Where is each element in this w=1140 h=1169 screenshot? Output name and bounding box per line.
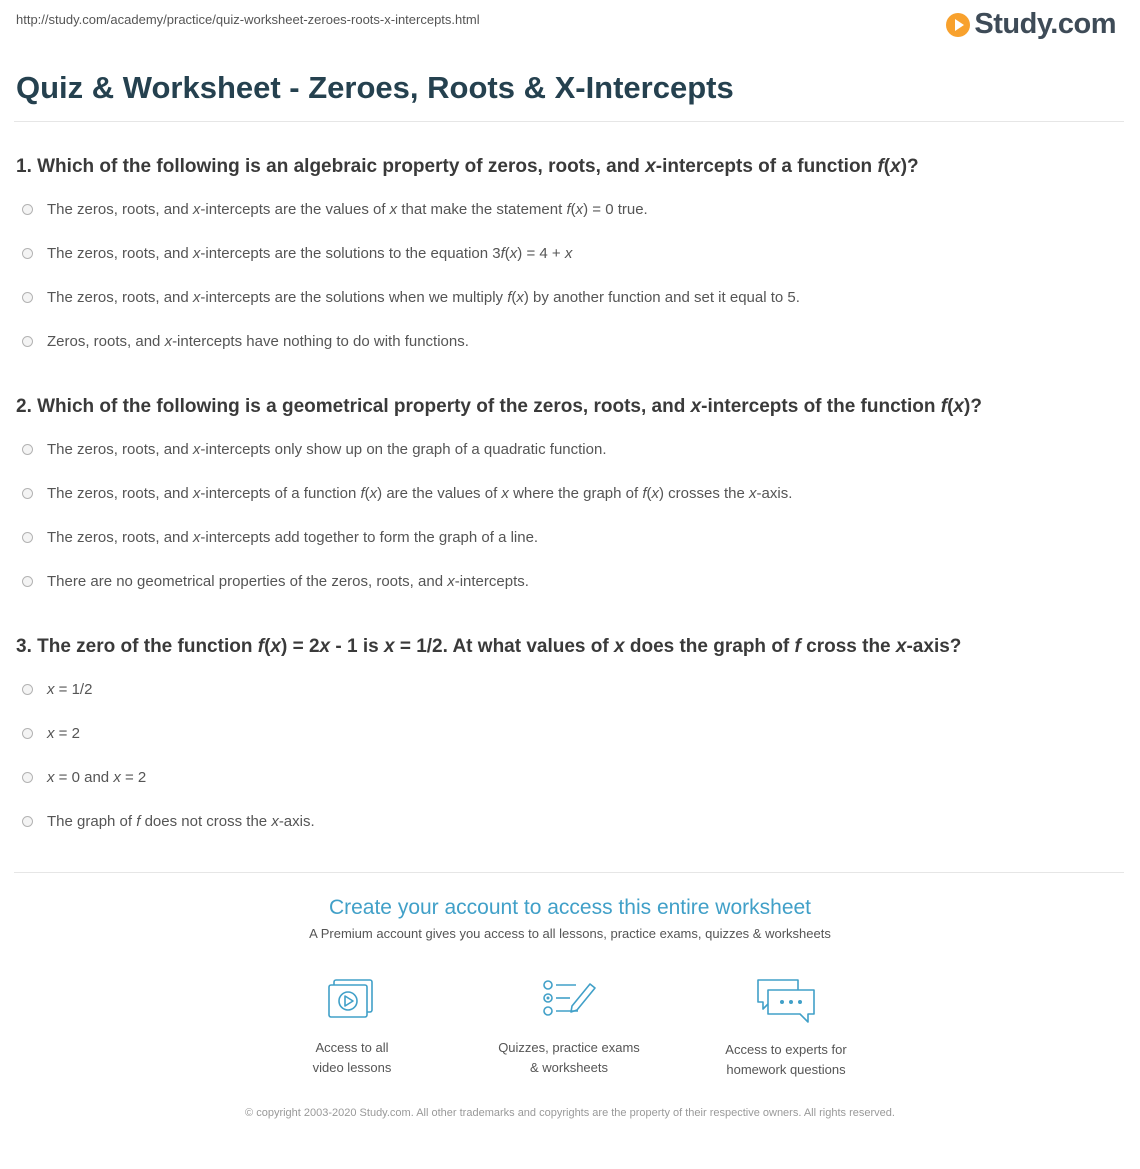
q3-option-1[interactable] [22,681,92,698]
q2-option-1[interactable] [22,441,607,458]
play-circle-icon [946,13,970,37]
q1-option-2[interactable] [22,245,572,262]
q1-option-4[interactable] [22,333,469,350]
option-text: The zeros, roots, and x-intercepts are the solutions to the equation 3f(x) = 4 + x [47,245,573,262]
option-text: The zeros, roots, and x-intercepts only show up on the graph of a quadratic function. [47,441,607,458]
page-url: http://study.com/academy/practice/quiz-worksheet-zeroes-roots-x-intercepts.html [16,12,480,27]
option-text: The zeros, roots, and x-intercepts of a function f(x) are the values of x where the graph of f(x) crosses the x-axis. [47,485,793,502]
radio-button[interactable] [22,204,33,215]
option-text: The zeros, roots, and x-intercepts are the values of x that make the statement f(x) = 0 true. [47,201,648,218]
study-logo[interactable] [946,8,1116,41]
radio-button[interactable] [22,772,33,783]
feature-video-lessons [252,976,452,1078]
feature-experts [686,976,886,1080]
question-3: 3. The zero of the function f(x) = 2x - 1 is x = 1/2. At what values of x does the graph of f cross the x-axis? [16,636,962,657]
feature-label: Access to experts for homework questions [725,1042,847,1077]
question-1: 1. Which of the following is an algebraic property of zeros, roots, and x-intercepts of a function f(x)? [16,156,919,177]
option-text: x = 2 [47,725,80,742]
option-text: x = 1/2 [47,681,93,698]
option-text: x = 0 and x = 2 [47,769,147,786]
radio-button[interactable] [22,816,33,827]
video-lessons-icon [325,976,379,1024]
q1-option-1[interactable] [22,201,648,218]
divider [14,121,1124,122]
radio-button[interactable] [22,336,33,347]
q2-option-3[interactable] [22,529,538,546]
divider [14,872,1124,873]
q3-option-4[interactable] [22,813,315,830]
radio-button[interactable] [22,444,33,455]
radio-button[interactable] [22,728,33,739]
option-text: The graph of f does not cross the x-axis. [47,813,315,830]
cta-title[interactable]: Create your account to access this entire worksheet [328,896,812,919]
option-text: There are no geometrical properties of the zeros, roots, and x-intercepts. [47,573,529,590]
copyright: © copyright 2003-2020 Study.com. All other trademarks and copyrights are the property of their respective owners. All rights reserved. [245,1107,895,1119]
radio-button[interactable] [22,488,33,499]
option-text: Zeros, roots, and x-intercepts have nothing to do with functions. [47,333,469,350]
radio-button[interactable] [22,248,33,259]
option-text: The zeros, roots, and x-intercepts are the solutions when we multiply f(x) by another function and set it equal to 5. [47,289,800,306]
radio-button[interactable] [22,532,33,543]
q2-option-2[interactable] [22,485,792,502]
radio-button[interactable] [22,684,33,695]
page-title: Quiz & Worksheet - Zeroes, Roots & X-Intercepts [16,70,734,105]
feature-quizzes [469,976,669,1078]
feature-label: Access to all video lessons [312,1040,392,1075]
question-2: 2. Which of the following is a geometrical property of the zeros, roots, and x-intercepts of the function f(x)? [16,396,982,417]
q3-option-2[interactable] [22,725,80,742]
radio-button[interactable] [22,292,33,303]
cta-subtitle: A Premium account gives you access to all lessons, practice exams, quizzes & worksheets [309,926,831,941]
q2-option-4[interactable] [22,573,529,590]
q3-option-3[interactable] [22,769,146,786]
q1-option-3[interactable] [22,289,800,306]
feature-label: Quizzes, practice exams & worksheets [498,1040,640,1075]
radio-button[interactable] [22,576,33,587]
option-text: The zeros, roots, and x-intercepts add together to form the graph of a line. [47,529,539,546]
logo-text: Study.com [974,8,1116,40]
quiz-checklist-icon [540,976,598,1024]
chat-experts-icon [754,976,818,1026]
